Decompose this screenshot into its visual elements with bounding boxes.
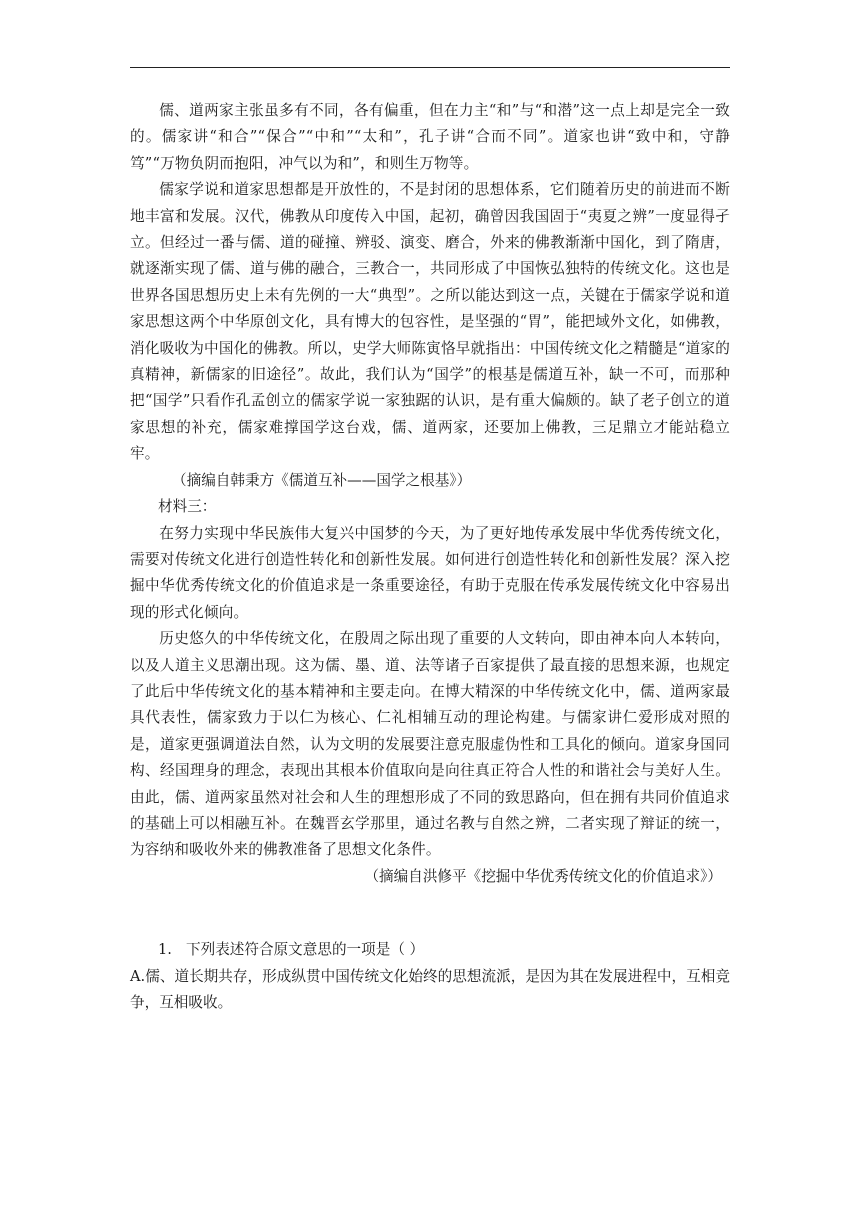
source-citation-hong: （摘编自洪修平《挖掘中华优秀传统文化的价值追求》） xyxy=(364,867,722,885)
question-1 xyxy=(130,937,730,963)
paragraph-innovation: 在努力实现中华民族伟大复兴中国梦的今天，为了更好地传承发展中华优秀传统文化，需要对传统文化进行创造性转化和创新性发展。如何进行创造性转化和创新性发展？深入挖掘中华优秀传统文化的价值追求是一条重要途径，有助于克服在传承发展传统文化中容易出现的形式化倾向。 xyxy=(130,524,730,621)
header-rule xyxy=(130,67,730,68)
question-text: 下列表述符合原文意思的一项是（ ） xyxy=(186,941,425,959)
document-body xyxy=(130,98,730,1016)
source-citation-han: （摘编自韩秉方《儒道互补——国学之根基》） xyxy=(172,471,472,489)
material-three-label: 材料三： xyxy=(158,498,217,516)
paragraph-history: 历史悠久的中华传统文化，在殷周之际出现了重要的人文转向，即由神本向人本转向，以及人道主义思潮出现。这为儒、墨、道、法等诸子百家提供了最直接的思想来源，也规定了此后中华传统文化的基本精神和主要走向。在博大精深的中华传统文化中，儒、道两家最具代表性，儒家致力于以仁为核心、仁礼相辅互动的理论构建。与儒家讲仁爱形成对照的是，道家更强调道法自然，认为文明的发展要注意克服虚伪性和工具化的倾向。道家身国同构、经国理身的理念，表现出其根本价值取向是向往真正符合人性的和谐社会与美好人生。由此，儒、道两家虽然对社会和人生的理想形成了不同的致思路向，但在拥有共同价值追求的基础上可以相融互补。在魏晋玄学那里，通过名教与自然之辨，二者实现了辩证的统一，为容纳和吸收外来的佛教准备了思想文化条件。 xyxy=(130,630,730,859)
question-number: 1. xyxy=(158,941,172,959)
paragraph-openness: 儒家学说和道家思想都是开放性的，不是封闭的思想体系，它们随着历史的前进而不断地丰富和发展。汉代，佛教从印度传入中国，起初，确曾因我国固于“夷夏之辨”一度显得孑立。但经过一番与儒、道的碰撞、辨驳、演变、磨合，外来的佛教渐渐中国化，到了隋唐，就逐渐实现了儒、道与佛的融合，三教合一，共同形成了中国恢弘独特的传统文化。这也是世界各国思想历史上未有先例的一大“典型”。之所以能达到这一点，关键在于儒家学说和道家思想这两个中华原创文化，具有博大的包容性，是坚强的“胃”，能把域外文化，如佛教，消化吸收为中国化的佛教。所以，史学大师陈寅恪早就指出：中国传统文化之精髓是“道家的真精神，新儒家的旧途径”。故此，我们认为“国学”的根基是儒道互补，缺一不可，而那种把“国学”只看作孔孟创立的儒家学说一家独踞的认识，是有重大偏颇的。缺了老子创立的道家思想的补充，儒家难撑国学这台戏，儒、道两家，还要加上佛教，三足鼎立才能站稳立牢。 xyxy=(130,181,730,463)
paragraph-harmony: 儒、道两家主张虽多有不同，各有偏重，但在力主“和”与“和潜”这一点上却是完全一致的。儒家讲“和合”“保合”“中和”“太和”，孔子讲“合而不同”。道家也讲“致中和，守静笃”“万物负阴而抱阳，冲气以为和”，和则生万物等。 xyxy=(130,102,730,172)
option-a: A.儒、道长期共存，形成纵贯中国传统文化始终的思想流派，是因为其在发展进程中，互相竞争，互相吸收。 xyxy=(130,967,730,1011)
